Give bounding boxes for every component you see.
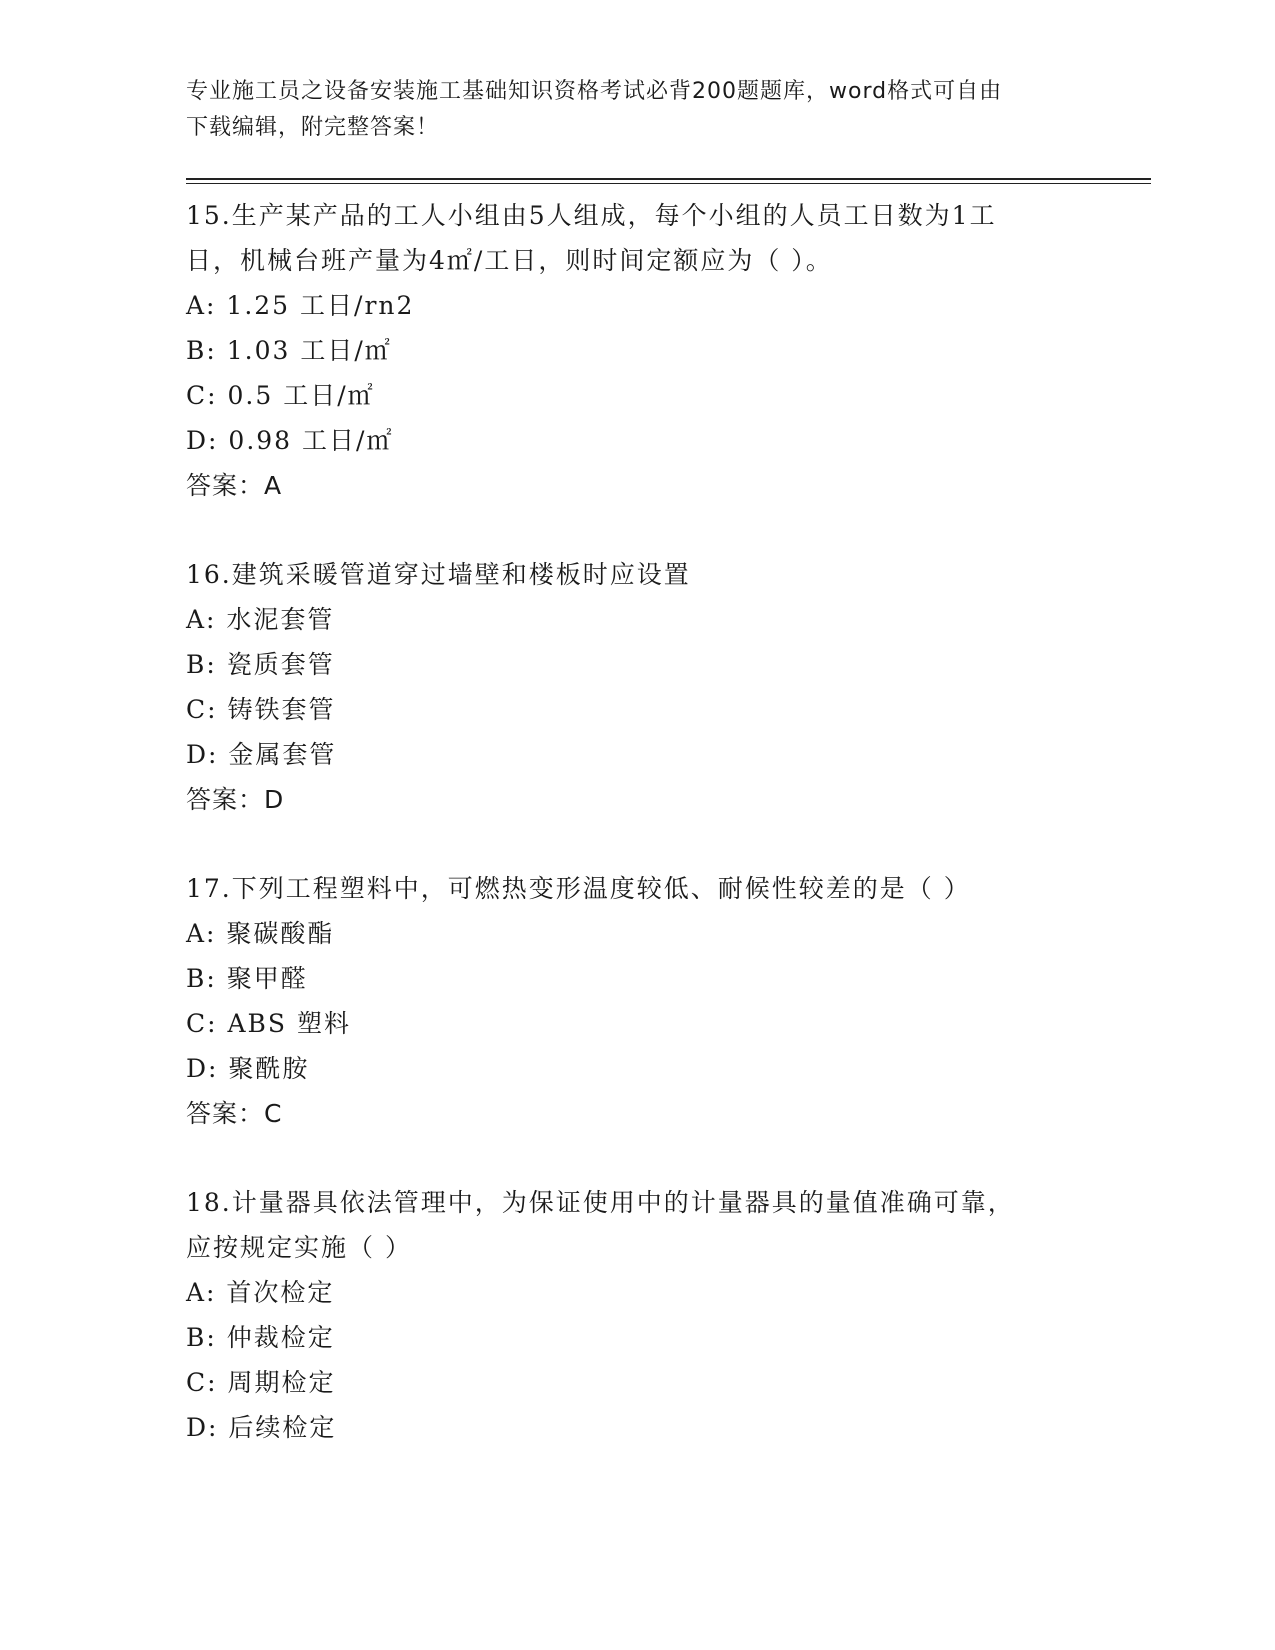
option-b: B: 1.03 工日/㎡ xyxy=(186,336,392,365)
header-line-2: 下载编辑，附完整答案！ xyxy=(186,115,440,140)
option-a: A: 水泥套管 xyxy=(186,605,335,634)
question-17 xyxy=(186,866,1086,1136)
option-a: A: 聚碳酸酯 xyxy=(186,919,335,948)
option-d: D: 0.98 工日/㎡ xyxy=(186,426,394,455)
option-b: B: 瓷质套管 xyxy=(186,650,335,679)
option-c: C: 铸铁套管 xyxy=(186,695,336,724)
answer-line: 答案：D xyxy=(186,785,285,814)
question-stem-line: 日，机械台班产量为4㎡/工日，则时间定额应为（ ）。 xyxy=(186,246,833,275)
option-b: B: 仲裁检定 xyxy=(186,1323,335,1352)
option-a: A: 1.25 工日/rn2 xyxy=(186,291,415,320)
answer-line: 答案：C xyxy=(186,1099,283,1128)
question-stem-line: 应按规定实施（ ） xyxy=(186,1233,412,1262)
option-a: A: 首次检定 xyxy=(186,1278,335,1307)
header-divider-thick xyxy=(186,178,1151,180)
header-line-1: 专业施工员之设备安装施工基础知识资格考试必背200题题库，word格式可自由 xyxy=(186,79,1003,104)
option-c: C: 周期检定 xyxy=(186,1368,336,1397)
option-b: B: 聚甲醛 xyxy=(186,964,308,993)
header-divider-thin xyxy=(186,183,1151,184)
question-15 xyxy=(186,193,1086,508)
option-d: D: 金属套管 xyxy=(186,740,337,769)
question-list xyxy=(186,193,1086,1494)
option-c: C: ABS 塑料 xyxy=(186,1009,351,1038)
option-d: D: 聚酰胺 xyxy=(186,1054,310,1083)
question-stem-line: 18.计量器具依法管理中，为保证使用中的计量器具的量值准确可靠， xyxy=(186,1188,1015,1217)
option-c: C: 0.5 工日/㎡ xyxy=(186,381,375,410)
question-stem-line: 16.建筑采暖管道穿过墙壁和楼板时应设置 xyxy=(186,560,691,589)
option-d: D: 后续检定 xyxy=(186,1413,337,1442)
question-stem-line: 17.下列工程塑料中，可燃热变形温度较低、耐候性较差的是（ ） xyxy=(186,874,971,903)
question-16 xyxy=(186,552,1086,822)
answer-line: 答案：A xyxy=(186,471,283,500)
question-stem-line: 15.生产某产品的工人小组由5人组成，每个小组的人员工日数为1工 xyxy=(186,201,997,230)
document-header xyxy=(186,74,1086,146)
question-18 xyxy=(186,1180,1086,1450)
